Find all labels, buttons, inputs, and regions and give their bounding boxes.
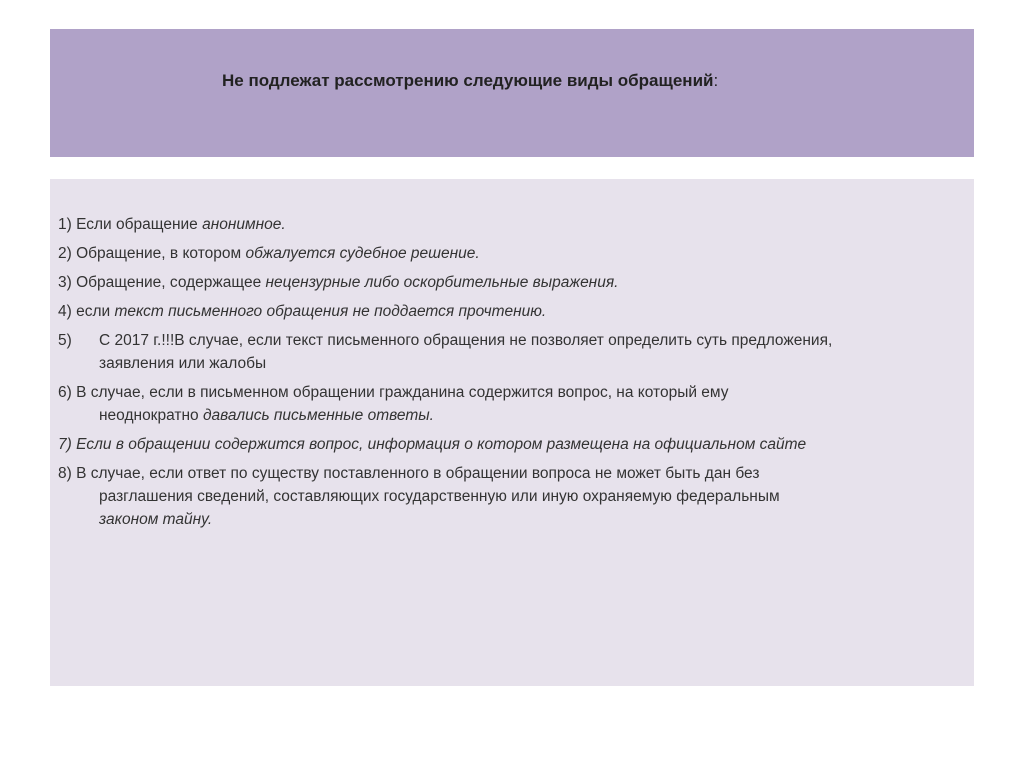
list-item-8 (58, 462, 968, 531)
item-3-emphasis: нецензурные либо оскорбительные выражения. (265, 274, 619, 291)
item-6-text: неоднократно (99, 407, 203, 424)
item-1-text: 1) Если обращение (58, 216, 203, 233)
item-2-text: 2) Обращение, в котором (58, 245, 246, 262)
item-3-text: 3) Обращение, содержащее (58, 274, 266, 291)
item-6-line-1: 6) В случае, если в письменном обращении гражданина содержится вопрос, на который ему (58, 384, 729, 401)
item-4-text: 4) если (58, 303, 115, 320)
item-5-line-1 (58, 329, 968, 352)
item-8-line-2: разглашения сведений, составляющих государственную или иную охраняемую федеральным (99, 488, 780, 505)
items-list (58, 213, 968, 537)
slide-title-text: Не подлежат рассмотрению следующие виды обращений (222, 71, 714, 90)
item-5-line-2: заявления или жалобы (99, 355, 267, 372)
title-panel (50, 29, 974, 157)
list-item-3 (58, 271, 968, 294)
item-6-line-2 (58, 404, 968, 427)
list-item-4 (58, 300, 968, 323)
item-5-text: С 2017 г.!!!В случае, если текст письменного обращения не позволяет определить суть предложения, (99, 332, 833, 349)
list-item-6 (58, 381, 968, 427)
list-item-5 (58, 329, 968, 375)
item-1-emphasis: анонимное. (202, 216, 286, 233)
content-panel (50, 179, 974, 686)
item-8-line-1: 8) В случае, если ответ по существу поставленного в обращении вопроса не может быть дан без (58, 465, 760, 482)
slide-title-colon: : (713, 71, 719, 90)
list-item-7: 7) Если в обращении содержится вопрос, информация о котором размещена на официальном сайте (58, 436, 807, 453)
item-5-number: 5) (58, 332, 72, 349)
item-8-line-3: законом тайну. (99, 511, 213, 528)
item-6-emphasis: давались письменные ответы. (202, 407, 434, 424)
list-item-2 (58, 242, 968, 265)
item-4-emphasis: текст письменного обращения не поддается прочтению. (114, 303, 547, 320)
slide-title (222, 71, 718, 91)
list-item-1 (58, 213, 968, 236)
item-2-emphasis: обжалуется судебное решение. (245, 245, 480, 262)
